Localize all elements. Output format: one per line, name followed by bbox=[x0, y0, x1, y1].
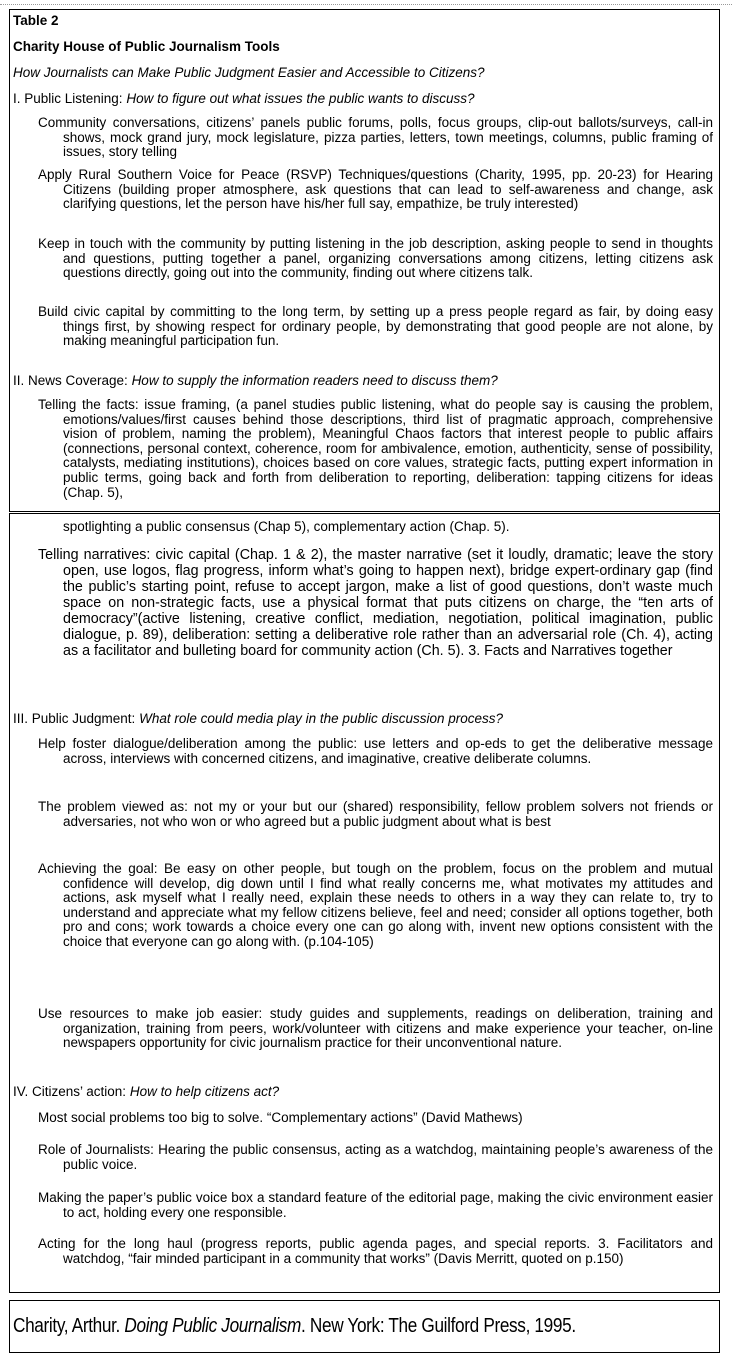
citation-book-title: Doing Public Journalism bbox=[124, 1315, 302, 1337]
list-item: Community conversations, citizens’ panels public forums, polls, focus groups, clip-out ballots/surveys, call-in shows, mock grand jury, mock legislature, pizza parties, letters, town meetings, columns, public framing of issues, story telling bbox=[38, 115, 713, 160]
section-question: What role could media play in the public discussion process? bbox=[139, 711, 504, 726]
table-part-1 bbox=[9, 9, 720, 512]
cropped-top-strip bbox=[0, 0, 732, 8]
continued-line: spotlighting a public consensus (Chap 5), complementary action (Chap. 5). bbox=[63, 519, 510, 534]
list-item: Keep in touch with the community by putting listening in the job description, asking people to send in thoughts and questions, putting together a panel, organizing conversations among citizens, letting citizens ask questions directly, going out into the community, finding out where citizens talk. bbox=[38, 236, 713, 281]
section-heading-label: IV. Citizens’ action: bbox=[13, 1084, 127, 1099]
list-item: Achieving the goal: Be easy on other people, but tough on the problem, focus on the problem and mutual confidence will develop, dig down until I find what really concerns me, what motivates my attitudes and actions, ask myself what I really need, explain these needs to others in a way they can relate to, try to understand and appreciate what my fellow citizens believe, feel and need; consider all options together, both pro and cons; work towards a choice every one can go along with, invent new options consistent with the choice that everyone can go along with. (p.104-105) bbox=[38, 861, 713, 949]
list-item: The problem viewed as: not my or your but our (shared) responsibility, fellow problem solvers not friends or adversaries, not who won or who agreed but a public judgment about what is best bbox=[38, 799, 713, 829]
citation-publisher: . New York: The Guilford Press, 1995. bbox=[301, 1315, 576, 1337]
table-subtitle: How Journalists can Make Public Judgment Easier and Accessible to Citizens? bbox=[13, 65, 485, 80]
table-label: Table 2 bbox=[13, 13, 59, 28]
table-title: Charity House of Public Journalism Tools bbox=[13, 39, 280, 54]
list-item: Telling narratives: civic capital (Chap. 1 & 2), the master narrative (set it loudly, dramatic; leave the story open, use logos, flag progress, inform what’s going to happen next), bridge expert-ordinary gap (find the public’s starting point, refuse to accept jargon, make a list of good questions, don’t waste much space on non-strategic facts, use a physical format that puts citizens on charge, the “ten arts of democracy”(active listening, creative conflict, mediation, negotiation, political imagination, public dialogue, p. 89), deliberation: setting a deliberative role rather than an adversarial role (Ch. 4), acting as a facilitator and bulleting board for community action (Ch. 5). 3. Facts and Narratives together bbox=[38, 547, 713, 659]
table-part-2 bbox=[9, 513, 720, 1293]
section-heading-label: II. News Coverage: bbox=[13, 373, 128, 388]
section-question: How to figure out what issues the public wants to discuss? bbox=[126, 91, 475, 106]
section-4-heading bbox=[13, 1085, 279, 1100]
list-item: Apply Rural Southern Voice for Peace (RSVP) Techniques/questions (Charity, 1995, pp. 20-23) for Hearing Citizens (building proper atmosphere, ask questions that can lead to self-awareness and change, ask clarifying questions, let the person have his/her full say, empathize, be truly interested) bbox=[38, 167, 713, 212]
section-heading-label: I. Public Listening: bbox=[13, 91, 123, 106]
list-item: Acting for the long haul (progress reports, public agenda pages, and special reports. 3. Facilitators and watchdog, “fair minded participant in a community that works” (Davis Merritt, quoted on p.150) bbox=[38, 1236, 713, 1266]
list-item: Most social problems too big to solve. “Complementary actions” (David Mathews) bbox=[38, 1110, 523, 1125]
section-2-heading bbox=[13, 374, 498, 389]
list-item: Build civic capital by committing to the long term, by setting up a press people regard as fair, by doing easy things first, by showing respect for ordinary people, by demonstrating that good people are not alone, by making meaningful participation fun. bbox=[38, 304, 713, 349]
section-3-heading bbox=[13, 712, 503, 727]
section-question: How to help citizens act? bbox=[129, 1084, 280, 1099]
list-item: Telling the facts: issue framing, (a panel studies public listening, what do people say is causing the problem, emotions/values/first causes behind those descriptions, third list of pragmatic approach, comprehensive vision of problem, naming the problem), Meaningful Chaos factors that interest people to public affairs (connections, personal context, coherence, room for ambivalence, emotion, authenticity, sense of possibility, catalysts, mediating institutions), choices based on core values, strategic facts, putting expert information in public terms, going back and forth from deliberation to reporting, deliberation: tapping citizens for ideas (Chap. 5), bbox=[38, 398, 713, 500]
list-item: Help foster dialogue/deliberation among the public: use letters and op-eds to get the deliberative message across, interviews with concerned citizens, and imaginative, creative deliberate columns. bbox=[38, 736, 713, 766]
section-1-heading bbox=[13, 92, 475, 107]
citation bbox=[13, 1315, 576, 1338]
list-item: Use resources to make job easier: study guides and supplements, readings on deliberation, training and organization, training from peers, work/volunteer with citizens and make experience your teacher, on-line newspapers opportunity for civic journalism practice for their unconventional nature. bbox=[38, 1006, 713, 1051]
section-question: How to supply the information readers need to discuss them? bbox=[131, 373, 498, 388]
citation-author: Charity, Arthur. bbox=[13, 1315, 120, 1337]
section-heading-label: III. Public Judgment: bbox=[13, 711, 136, 726]
list-item: Role of Journalists: Hearing the public consensus, acting as a watchdog, maintaining people’s awareness of the public voice. bbox=[38, 1142, 713, 1172]
citation-box bbox=[9, 1300, 720, 1353]
list-item: Making the paper’s public voice box a standard feature of the editorial page, making the civic environment easier to act, holding every one responsible. bbox=[38, 1190, 713, 1220]
